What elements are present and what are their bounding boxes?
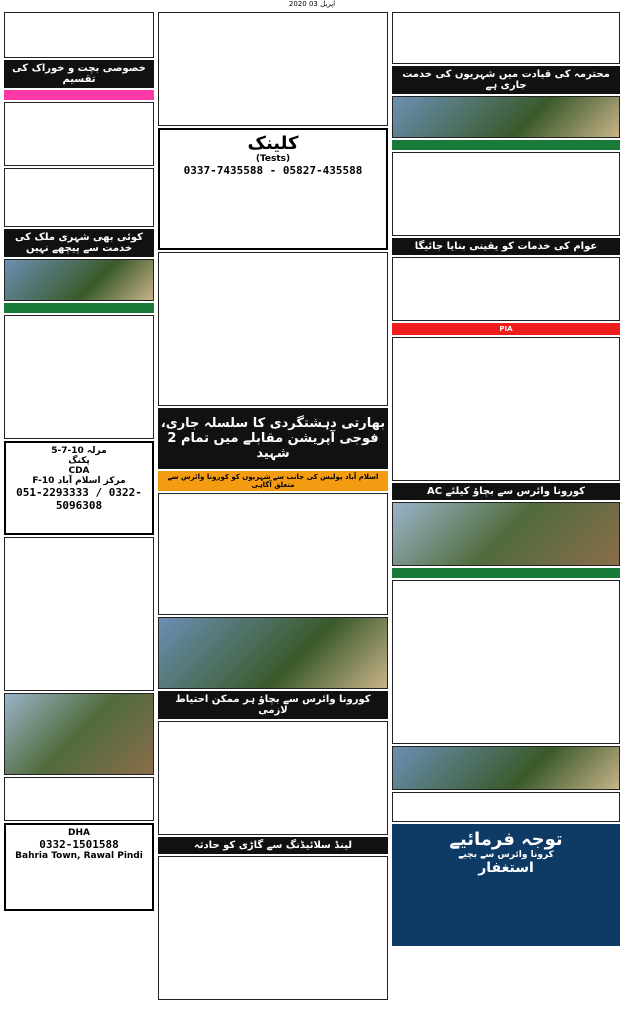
- story: [392, 792, 620, 822]
- date-line: 2020 اپریل 03: [288, 0, 336, 8]
- news-photo: [158, 617, 388, 689]
- news-photo: [392, 96, 620, 138]
- story: [4, 168, 154, 227]
- pink-strip: [4, 90, 154, 100]
- news-photo: [392, 746, 620, 790]
- story: [158, 252, 388, 406]
- news-photo: [4, 259, 154, 301]
- orange-strip: اسلام آباد پولیس کی جانب سے شہریوں کو کورونا وائرس سے متعلق آگاہی: [158, 471, 388, 491]
- awareness-ad: [392, 824, 620, 946]
- landslide-headline: لینڈ سلائیڈنگ سے گاڑی کو حادثہ: [158, 837, 388, 854]
- ad-title: توجہ فرمائیے: [449, 829, 563, 850]
- story: [392, 337, 620, 481]
- ad-title: کلینک: [247, 133, 299, 154]
- green-strip: [4, 303, 154, 313]
- ad-phones: 0337-7435588 - 05827-435588: [183, 164, 363, 177]
- ad-area: F-10 مرکز اسلام آباد: [32, 476, 126, 486]
- ad-title: پکنگ: [68, 456, 90, 466]
- ad-logo: DHA: [68, 828, 90, 838]
- left-column: [4, 12, 154, 1024]
- clinic-ad: [158, 128, 388, 250]
- story: [392, 12, 620, 64]
- news-photo: [4, 693, 154, 775]
- ad-brand: استغفار: [478, 860, 534, 876]
- ad-sub: کرونا وائرس سے بچیے: [458, 850, 554, 860]
- green-strip: [392, 568, 620, 578]
- ad-phone: 051-2293333 / 0322-5096308: [16, 486, 142, 512]
- masthead: [200, 0, 424, 10]
- news-photo: [392, 502, 620, 566]
- right-headline-2: عوام کی خدمات کو یقینی بنایا جائیگا: [392, 238, 620, 255]
- right-headline-1: محترمہ کی قیادت میں شہریوں کی خدمت جاری ہے: [392, 66, 620, 94]
- story: [158, 493, 388, 615]
- ac-headline: کورونا وائرس سے بچاؤ کیلئے AC: [392, 483, 620, 500]
- story: [4, 12, 154, 58]
- right-column: [392, 12, 620, 1024]
- green-strip: [392, 140, 620, 150]
- ad-phone: 0332-1501588: [39, 838, 119, 851]
- property-ad: [4, 441, 154, 535]
- story: [392, 257, 620, 321]
- ad-tests: (Tests): [255, 154, 291, 164]
- ad-place: Bahria Town, Rawal Pindi: [15, 851, 143, 861]
- story: [392, 580, 620, 744]
- center-column: [158, 12, 388, 1024]
- main-headline: بھارتی دہشتگردی کا سلسلہ جاری، فوجی آپریشن مقابلے میں تمام 2 شہید: [158, 408, 388, 469]
- story: [158, 721, 388, 835]
- story: [4, 315, 154, 439]
- ad-cda: CDA: [68, 466, 90, 476]
- left-headline-1: خصوصی بچت و خوراک کی تقسیم: [4, 60, 154, 88]
- pia-strip: PIA: [392, 323, 620, 335]
- center-headline: کورونا وائرس سے بچاؤ ہر ممکن احتیاط لازمی: [158, 691, 388, 719]
- realestate-ad: [4, 823, 154, 911]
- ad-rate: 5-7-10 مرلہ: [51, 446, 107, 456]
- story: [392, 152, 620, 236]
- story: [4, 537, 154, 691]
- story: [4, 777, 154, 821]
- story: [4, 102, 154, 166]
- story: [158, 12, 388, 126]
- left-headline-2: کوئی بھی شہری ملک کی خدمت سے پیچھے نہیں: [4, 229, 154, 257]
- story: [158, 856, 388, 1000]
